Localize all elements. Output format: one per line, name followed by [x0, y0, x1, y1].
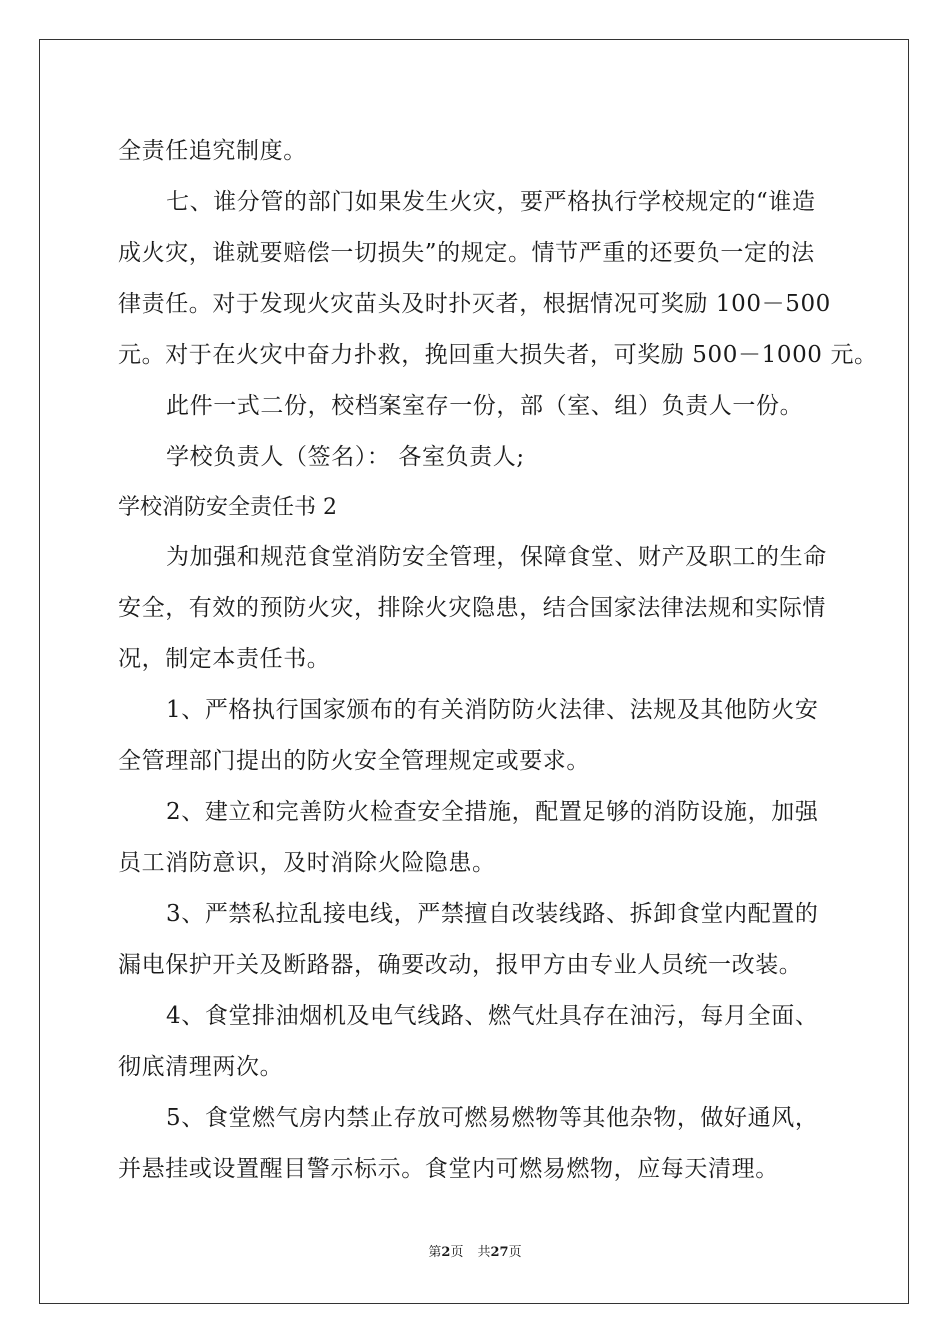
paragraph-line: 全责任追究制度。: [118, 138, 307, 164]
section-heading: 学校消防安全责任书 2: [118, 495, 337, 520]
paragraph-line: 4、食堂排油烟机及电气线路、燃气灶具存在油污，每月全面、: [166, 1003, 819, 1029]
paragraph-line: 律责任。对于发现火灾苗头及时扑灭者，根据情况可奖励 100－500: [118, 291, 831, 317]
paragraph-line: 并悬挂或设置醒目警示标示。食堂内可燃易燃物，应每天清理。: [118, 1156, 779, 1182]
paragraph-line: 漏电保护开关及断路器，确要改动，报甲方由专业人员统一改装。: [118, 952, 803, 978]
paragraph-line: 彻底清理两次。: [118, 1054, 284, 1080]
page-suffix: 页: [450, 1245, 464, 1260]
page-prefix: 第: [428, 1245, 442, 1260]
page-number: 2: [441, 1245, 451, 1260]
page-total: 27: [490, 1245, 509, 1260]
paragraph-line: 此件一式二份，校档案室存一份，部（室、组）负责人一份。: [166, 393, 804, 419]
paragraph-line: 成火灾，谁就要赔偿一切损失”的规定。情节严重的还要负一定的法: [118, 240, 815, 266]
page-footer: [0, 1244, 950, 1262]
paragraph-line: 2、建立和完善防火检查安全措施，配置足够的消防设施，加强: [166, 799, 819, 825]
total-prefix: 共: [477, 1245, 491, 1260]
paragraph-line: 安全，有效的预防火灾，排除火灾隐患，结合国家法律法规和实际情: [118, 595, 826, 621]
paragraph-line: 全管理部门提出的防火安全管理规定或要求。: [118, 748, 590, 774]
paragraph-line: 元。对于在火灾中奋力扑救，挽回重大损失者，可奖励 500－1000 元。: [118, 342, 878, 368]
paragraph-line: 七、谁分管的部门如果发生火灾，要严格执行学校规定的“谁造: [166, 189, 816, 215]
paragraph-line: 员工消防意识，及时消除火险隐患。: [118, 850, 496, 876]
paragraph-line: 3、严禁私拉乱接电线，严禁擅自改装线路、拆卸食堂内配置的: [166, 901, 819, 927]
paragraph-line: 1、严格执行国家颁布的有关消防防火法律、法规及其他防火安: [166, 697, 819, 723]
paragraph-line: 况，制定本责任书。: [118, 646, 331, 672]
document-body: [118, 126, 878, 1195]
signature-line: 学校负责人（签名）： 各室负责人;: [166, 444, 525, 470]
total-suffix: 页: [508, 1245, 522, 1260]
paragraph-line: 为加强和规范食堂消防安全管理，保障食堂、财产及职工的生命: [166, 544, 827, 570]
paragraph-line: 5、食堂燃气房内禁止存放可燃易燃物等其他杂物，做好通风，: [166, 1105, 819, 1131]
